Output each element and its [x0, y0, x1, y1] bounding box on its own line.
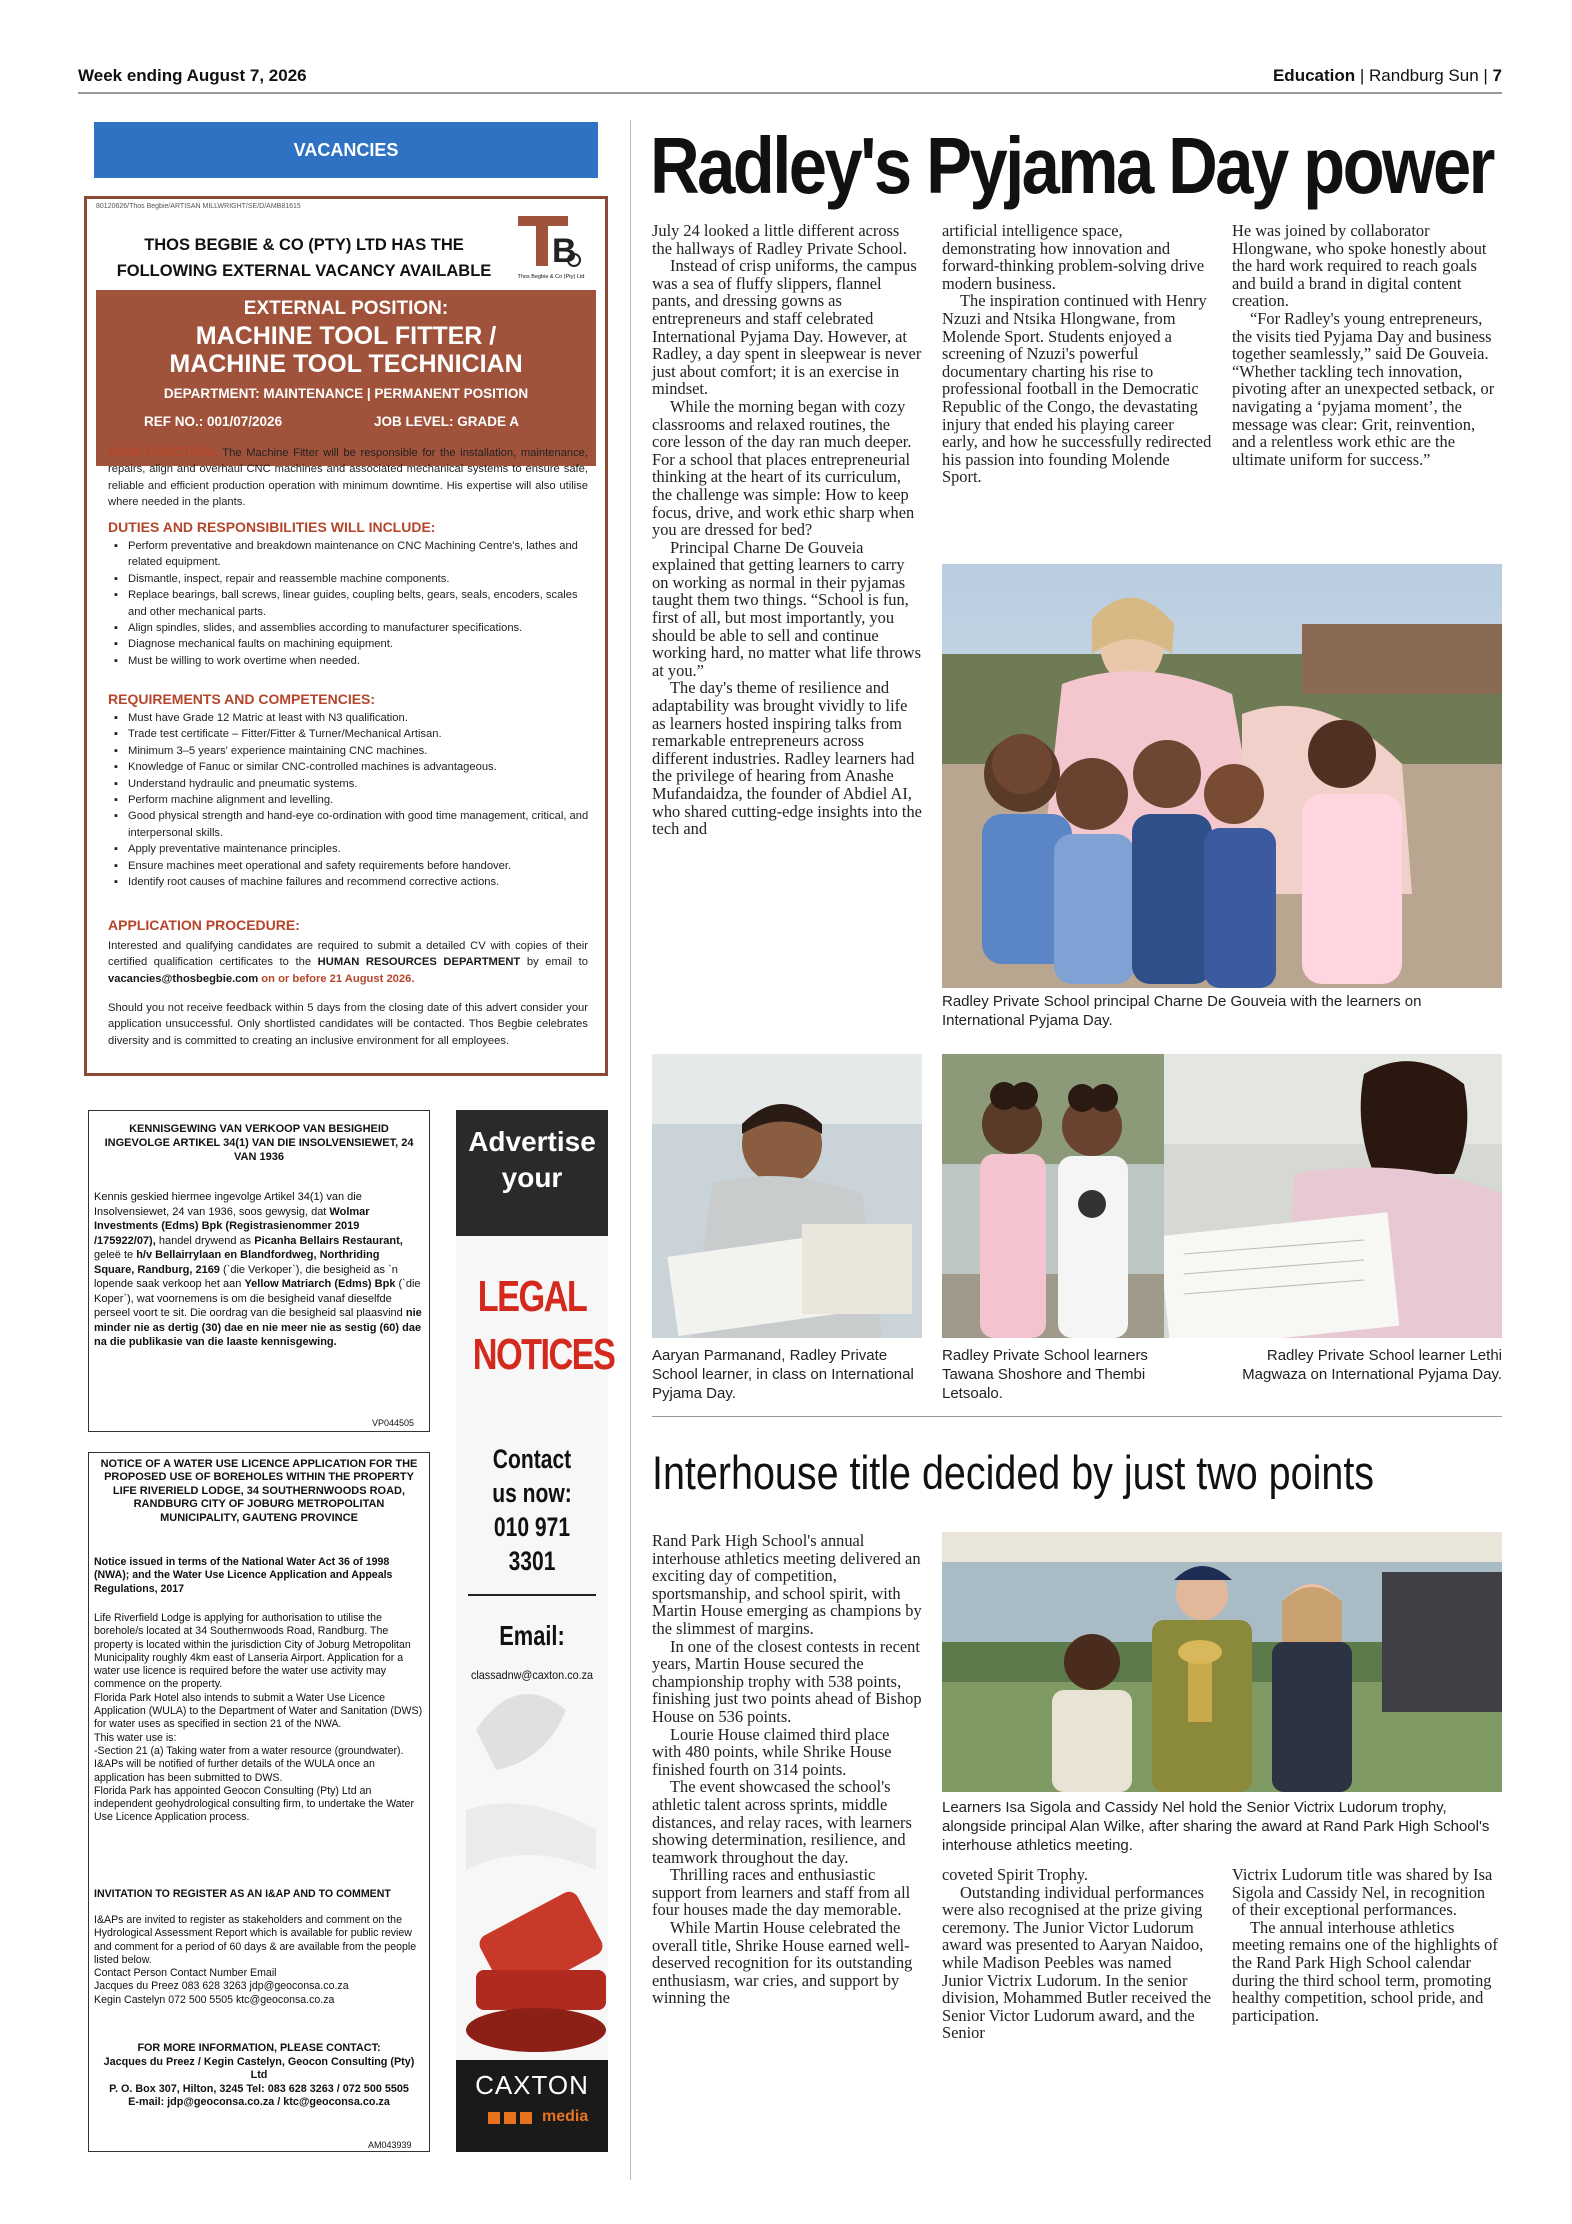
- app-text-b: by email to: [520, 956, 588, 969]
- photo-caption: Radley Private School principal Charne De Gouveia with the learners on International Pyjama Day.: [942, 993, 1422, 1029]
- list-item: ▪ Knowledge of Fanuc or similar CNC-controlled machines is advantageous.: [108, 759, 590, 775]
- water-notice-legal-basis: Notice issued in terms of the National Water Act 36 of 1998 (NWA); and the Water Use Licence Application and Appeals Regulations, 2017: [94, 1556, 393, 1595]
- ken-p3: geleë te: [94, 1249, 137, 1261]
- paragraph: Outstanding individual performances were also recognised at the prize giving ceremony. The Junior Victor Ludorum award was presented to Aaryan Naidoo, while Madison Peebles was named Junior Victrix Ludorum. In the senior division, Mohammed Butler received the Senior Victor Ludorum award, and the Senior: [942, 1882, 1212, 2043]
- article-divider: [652, 1416, 1502, 1417]
- list-item: ▪ Identify root causes of machine failures and recommend corrective actions.: [108, 874, 590, 890]
- paragraph: Victrix Ludorum title was shared by Isa Sigola and Cassidy Nel, in recognition of their exceptional performances.: [1232, 1865, 1493, 1920]
- paragraph: He was joined by collaborator Hlongwane, who spoke honestly about the hard work required to reach goals and build a brand in digital content creation.: [1232, 221, 1487, 311]
- paragraph: The event showcased the school's athletic talent across sprints, middle distances, and relay races, with learners showing determination, resilience, and teamwork throughout the day.: [652, 1777, 912, 1867]
- paragraph: July 24 looked a little different across the hallways of Radley Private School.: [652, 221, 907, 258]
- paragraph: The annual interhouse athletics meeting remains one of the highlights of the Rand Park High School calendar during the third school term, promoting healthy competition, school pride, and participation.: [1232, 1917, 1498, 2025]
- list-item: ▪ Must have Grade 12 Matric at least with N3 qualification.: [108, 710, 590, 726]
- photo-caption: Radley Private School learners Tawana Shoshore and Thembi Letsoalo.: [942, 1347, 1148, 1402]
- photo-principal-learners: [942, 564, 1502, 988]
- main-function: [108, 444, 588, 511]
- list-item: ▪ Apply preventative maintenance principles.: [108, 841, 590, 857]
- caxton-wordmark: CAXTON: [475, 2070, 589, 2100]
- page-header-right: Education | Randburg Sun | 7: [1272, 66, 1502, 85]
- duties-list: [108, 538, 590, 669]
- list-item: ▪ Replace bearings, ball screws, linear guides, coupling belts, gears, seals, encoders, scales and other mechanical parts.: [108, 587, 590, 620]
- section-label: Education: [1272, 66, 1356, 85]
- kennisgewing-body: [94, 1190, 422, 1350]
- photo-trophy-winners: [942, 1532, 1502, 1792]
- headline-interhouse: Interhouse title decided by just two points: [652, 1446, 1375, 1499]
- photo-caption: Aaryan Parmanand, Radley Private School learner, in class on International Pyjama Day.: [652, 1347, 914, 1402]
- list-item: ▪ Minimum 3–5 years' experience maintaining CNC machines.: [108, 743, 590, 759]
- main-function-label: MAIN FUNCTION:: [108, 444, 218, 459]
- hr-department: HUMAN RESOURCES DEPARTMENT: [317, 956, 521, 969]
- ad-legal-notices: LEGAL NOTICES: [472, 1272, 615, 1379]
- company-line-2: FOLLOWING EXTERNAL VACANCY AVAILABLE: [116, 262, 492, 280]
- application-text: [108, 938, 588, 987]
- requirements-list: [108, 710, 590, 890]
- ken-p2: handel drywend as: [155, 1234, 255, 1247]
- list-item: ▪ Perform preventative and breakdown maintenance on CNC Machining Centre's, lathes and related equipment.: [108, 538, 590, 571]
- photo-learner-class: [652, 1054, 922, 1338]
- ken-b2: Picanha Bellairs Restaurant,: [254, 1234, 403, 1247]
- paragraph: Principal Charne De Gouveia explained that getting learners to carry on working as normal in their pyjamas taught them two things. “School is fun, first of all, but most importantly, you should be able to sell and continue working hard, no matter what life throws at you.”: [652, 537, 922, 680]
- water-notice-title: NOTICE OF A WATER USE LICENCE APPLICATION FOR THE PROPOSED USE OF BOREHOLES WITHIN THE PROPERTY LIFE RIVERIELD LODGE, 34 SOUTHERNWOODS ROAD, RANDBURG CITY OF JOBURG METROPOLITAN MUNICIPALITY, GAUTENG PROVINCE: [100, 1458, 418, 1524]
- application-heading: APPLICATION PROCEDURE:: [108, 917, 300, 933]
- caxton-logo: [456, 2060, 608, 2152]
- app-text-a: Interested and qualifying candidates are required to submit a detailed CV with copies of their certified qualification certificates to the: [108, 940, 588, 969]
- kennisgewing-title: KENNISGEWING VAN VERKOOP VAN BESIGHEID INGEVOLGE ARTIKEL 34(1) VAN DIE INSOLVENSIEWET, 24 VAN 1936: [104, 1123, 414, 1163]
- list-item: ▪ Trade test certificate – Fitter/Fitter & Turner/Mechanical Artisan.: [108, 726, 590, 742]
- water-notice-invite-heading: INVITATION TO REGISTER AS AN I&AP AND TO COMMENT: [94, 1888, 391, 1900]
- ken-b4: Yellow Matriarch (Edms) Bpk: [244, 1278, 396, 1290]
- article2-col3: [1232, 1866, 1502, 2024]
- paragraph: While Martin House celebrated the overall title, Shrike House earned well-deserved recognition for its outstanding enthusiasm, war cries, and support by winning the: [652, 1918, 913, 2008]
- ken-p1: Kennis geskied hiermee ingevolge Artikel 34(1) van die Insolvensiewet, 24 van 1936, soos gewysig, dat: [94, 1191, 362, 1218]
- paragraph: The inspiration continued with Henry Nzuzi and Ntsika Hlongwane, from Molende Sport. Students enjoyed a screening of Nzuzi's powerful documentary charting his rise to professional football in the Democratic Republic of the Congo, the devastating injury that ended his playing career early, and how he successfully redirected his passion into founding Molende Sport.: [942, 291, 1212, 487]
- position-title-1: MACHINE TOOL FITTER /: [195, 322, 497, 350]
- position-level: JOB LEVEL: GRADE A: [374, 414, 520, 429]
- svg-text:B: B: [552, 232, 577, 270]
- list-item: ▪ Diagnose mechanical faults on machining equipment.: [108, 636, 590, 652]
- page-number: 7: [1492, 66, 1502, 85]
- requirements-heading: REQUIREMENTS AND COMPETENCIES:: [108, 691, 376, 707]
- company-line-1: THOS BEGBIE & CO (PTY) LTD HAS THE: [144, 236, 464, 254]
- water-notice-body: Life Riverfield Lodge is applying for authorisation to utilise the borehole/s located at 34 Southernwoods Road, Randburg. The property is located within the jurisdiction City of Joburg Metropolitan Municipality roughly 4km east of Lanseria Airport. Application for a water use licence is required before the water use activity may commence on the property. Florida Park Hotel also intends to submit a Water Use Licence Application (WULA) to the Department of Water and Sanitation (DWS) for water uses as specified in section 21 of the NWA. This water use is: -Section 21 (a) Taking water from a water resource (groundwater). I&APs will be notified of further details of the WULA once an application has been submitted to DWS. Florida Park has appointed Geocon Consulting (Pty) Ltd an independent geohydrological consulting firm, to undertake the Water Use Licence Application process.: [94, 1612, 423, 1824]
- water-notice-invite: I&APs are invited to register as stakeholders and comment on the Hydrological Assessment Report which is available for public review and comment for a period of 60 days & are available from the people listed below. Contact Person Contact Number Email Jacques du Preez 083 628 3263 jdp@geoconsa.co.za Kegin Castelyn 072 500 5505 ktc@geoconsa.co.za: [94, 1914, 417, 2006]
- paragraph: artificial intelligence space, demonstrating how innovation and forward-thinking problem-solving drive modern business.: [942, 221, 1205, 293]
- ken-p4: (`die Verkoper`), die besigheid as `n lopende saak verkoop het aan: [94, 1263, 398, 1290]
- list-item: ▪ Understand hydraulic and pneumatic systems.: [108, 776, 590, 792]
- ad-contact-phone: Contact us now: 010 971 3301: [492, 1444, 572, 1576]
- media-mark: [488, 2108, 589, 2130]
- list-item: ▪ Good physical strength and hand-eye co-ordination with good time management, critical, and interpersonal skills.: [108, 808, 590, 841]
- position-heading: EXTERNAL POSITION:: [243, 298, 449, 319]
- article2-col2: [942, 1866, 1212, 2042]
- application-email-link[interactable]: vacancies@thosbegbie.com: [108, 972, 259, 985]
- application-deadline: on or before 21 August 2026.: [258, 972, 415, 985]
- photo-caption: Radley Private School learner Lethi Magwaza on International Pyjama Day.: [1242, 1347, 1502, 1383]
- ken-b3: h/v Bellairrylaan en Blandfordweg, Northriding Square, Randburg, 2169: [94, 1249, 380, 1276]
- list-item: ▪ Align spindles, slides, and assemblies according to manufacturer specifications.: [108, 620, 590, 636]
- main-function-text: The Machine Fitter will be responsible for the installation, maintenance, repairs, align and overhaul CNC machines and associated mechanical systems to ensure safe, reliable and efficient production operation with minimum downtime. His expertise will also utilise where needed in the plants.: [108, 447, 588, 509]
- ken-p5: (`die Koper`), wat voornemens is om die besigheid vanaf dieselfde perseel voort te sit. Die oordrag van die besigheid sal plaasvind: [94, 1278, 421, 1319]
- photo-caption: Learners Isa Sigola and Cassidy Nel hold the Senior Victrix Ludorum trophy, alongside principal Alan Wilke, after sharing the award at Rand Park High School's interhouse athletics meeting.: [942, 1799, 1490, 1854]
- paragraph: Rand Park High School's annual interhouse athletics meeting delivered an exciting day of competition, sportsmanship, and school spirit, with Martin House emerging as champions by the slimmest of margins.: [652, 1531, 922, 1638]
- paragraph: In one of the closest contests in recent years, Martin House secured the championship trophy with 538 points, finishing just two points ahead of Bishop House on 536 points.: [652, 1636, 922, 1726]
- paragraph: Lourie House claimed third place with 480 points, while Shrike House finished fourth on 314 points.: [652, 1724, 892, 1779]
- position-title-2: MACHINE TOOL TECHNICIAN: [169, 350, 523, 378]
- position-ref: REF NO.: 001/07/2026: [144, 414, 283, 429]
- vacancy-code: 80120626/Thos Begbie/ARTISAN MILLWRIGHT/SE/D/AMB81615: [96, 203, 301, 210]
- article1-col1: [652, 222, 922, 838]
- ken-b5: nie minder nie as dertig (30) dae en nie meer nie as sestig (60) dae na die publikasie van die laaste kennisgewing.: [94, 1307, 422, 1348]
- list-item: ▪ Dismantle, inspect, repair and reassemble machine components.: [108, 571, 590, 587]
- ad-divider: [468, 1594, 596, 1596]
- ken-b1: Wolmar Investments (Edms) Bpk (Registrasienommer 2019 /175922/07),: [94, 1205, 370, 1247]
- water-notice-contact: FOR MORE INFORMATION, PLEASE CONTACT: Jacques du Preez / Kegin Castelyn, Geocon Consulting (Pty) Ltd P. O. Box 307, Hilton, 3245 Tel: 083 628 3263 / 072 500 5505 E-mail: jdp@geoconsa.co.za / ktc@geoconsa.co.za: [103, 2042, 415, 2109]
- position-department: DEPARTMENT: MAINTENANCE | PERMANENT POSITION: [163, 386, 529, 401]
- column-divider: [630, 120, 631, 2180]
- list-item: ▪ Must be willing to work overtime when needed.: [108, 653, 590, 669]
- duties-heading: DUTIES AND RESPONSIBILITIES WILL INCLUDE:: [108, 519, 436, 535]
- issue-date: Week ending August 7, 2026: [78, 66, 307, 85]
- water-notice-ref: AM043939: [368, 2140, 412, 2150]
- paper-name: Randburg Sun: [1369, 66, 1479, 85]
- company-logo: [512, 212, 586, 274]
- paragraph: While the morning began with cozy classrooms and relaxed routines, the core lesson of the day ran much deeper. For a school that places entrepreneurial thinking at the heart of its curriculum, the challenge was simple: How to keep focus, drive, and work ethic sharp when you are dressed for bed?: [652, 396, 915, 540]
- paragraph: Thrilling races and enthusiastic support from learners and staff from all four houses made the day memorable.: [652, 1865, 911, 1920]
- vacancy-company: [104, 232, 504, 284]
- ad-top-banner: [456, 1110, 608, 1236]
- kennisgewing-ref: VP044505: [372, 1418, 415, 1428]
- vacancies-band: VACANCIES: [94, 122, 598, 178]
- ad-email-label: Email:: [499, 1620, 565, 1651]
- photo-learner-writing: [1164, 1054, 1502, 1338]
- application-footnote: Should you not receive feedback within 5 days from the closing date of this advert consider your application unsuccessful. Only shortlisted candidates will be contacted. Thos Begbie celebrates diversity and is committed to creating an inclusive environment for all employees.: [108, 1002, 588, 1047]
- media-wordmark: media: [542, 2108, 589, 2125]
- ad-advertise: Advertise your: [468, 1126, 596, 1193]
- logo-caption: Thos Begbie & Co (Pty) Ltd: [517, 274, 585, 280]
- ad-email-link[interactable]: classadnw@caxton.co.za: [470, 1668, 594, 1682]
- article2-col1: [652, 1532, 922, 2007]
- list-item: ▪ Ensure machines meet operational and safety requirements before handover.: [108, 858, 590, 874]
- paragraph: “For Radley's young entrepreneurs, the visits tied Pyjama Day and business together seamlessly,” said De Gouveia. “Whether tackling tech innovation, pivoting after an unexpected setback, or navigating a ‘pyjama moment’, the message was clear: Grit, reinvention, and a relentless work ethic are the ultimate uniform for success.”: [1232, 308, 1495, 469]
- paragraph: coveted Spirit Trophy.: [942, 1865, 1089, 1884]
- position-block: [96, 290, 596, 466]
- article1-col2: [942, 222, 1212, 486]
- header-rule: [78, 92, 1502, 94]
- photo-two-learners: [942, 1054, 1164, 1338]
- list-item: ▪ Perform machine alignment and levelling.: [108, 792, 590, 808]
- headline-pyjama-day: Radley's Pyjama Day power: [650, 121, 1493, 210]
- paragraph: The day's theme of resilience and adaptability was brought vividly to life as learners hosted inspiring talks from remarkable entrepreneurs across different industries. Radley learners had the privilege of hearing from Anashe Mufandaidza, the founder of Abdiel AI, who shared cutting-edge insights into the tech and: [652, 678, 922, 839]
- article1-col3: [1232, 222, 1502, 468]
- paragraph: Instead of crisp uniforms, the campus was a sea of fluffy slippers, flannel pants, and dressing gowns as entrepreneurs and staff celebrated International Pyjama Day. However, at Radley, a day spent in sleepwear is never just about comfort; it is an exercise in mindset.: [652, 256, 922, 399]
